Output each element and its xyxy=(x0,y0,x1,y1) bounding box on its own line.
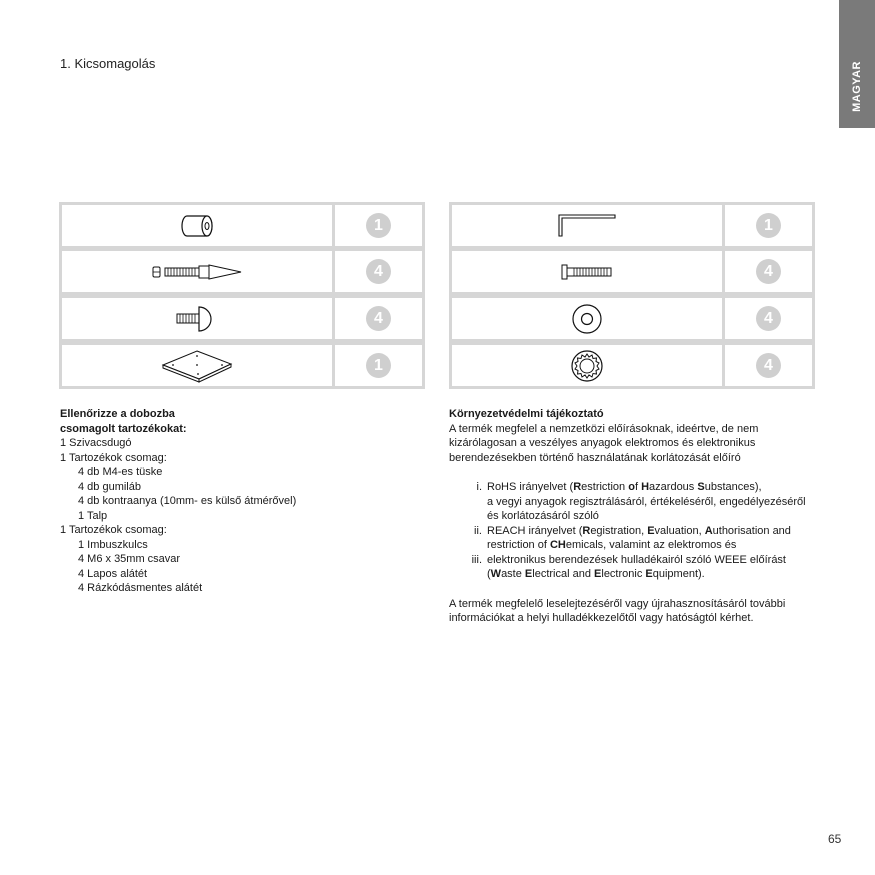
part-qty-cell xyxy=(725,345,812,386)
part-image-cell xyxy=(452,345,722,386)
directive-text: REACH irányelvet (Registration, Evaluation, Authorisation and restriction of CHemicals, valamint az elektromos és xyxy=(487,524,791,551)
checklist-line: 1 Imbuszkulcs xyxy=(78,538,148,551)
directive-number: ii. xyxy=(474,524,482,537)
quantity-badge: 4 xyxy=(366,306,391,331)
part-qty-cell xyxy=(335,298,422,339)
checklist-heading: Ellenőrizze a dobozba xyxy=(60,408,175,420)
page-number: 65 xyxy=(828,832,842,846)
quantity-badge: 4 xyxy=(366,259,391,284)
checklist-line: 4 M6 x 35mm csavar xyxy=(78,553,181,565)
part-qty-cell xyxy=(725,298,812,339)
part-qty-cell xyxy=(335,251,422,292)
environment-info xyxy=(449,407,819,626)
parts-table-left xyxy=(59,202,425,389)
quantity-badge: 1 xyxy=(366,353,391,378)
environment-intro: A termék megfelel a nemzetközi előírásoknak, ideértve, de nem kizárólagosan a veszélyes anyagok elektromos és elektronikus berendezésekben történő használatának korlátozását előíró xyxy=(449,422,759,464)
checklist-line: 4 Rázkódásmentes alátét xyxy=(78,582,203,594)
language-tab xyxy=(839,0,875,128)
checklist-line: 4 Lapos alátét xyxy=(78,567,148,580)
checklist-heading: csomagolt tartozékokat: xyxy=(60,422,187,435)
environment-heading: Környezetvédelmi tájékoztató xyxy=(449,408,604,420)
part-image-cell xyxy=(62,345,332,386)
directive-item xyxy=(449,480,819,524)
directive-text: RoHS irányelvet (Restriction of Hazardous Substances), a vegyi anyagok regisztrálásáról, értékeléséről, engedélyezéséről és korlátozásáról szóló xyxy=(487,481,806,522)
allen-key-icon xyxy=(557,211,617,241)
part-image-cell xyxy=(62,298,332,339)
directive-item xyxy=(449,524,819,553)
quantity-badge: 1 xyxy=(366,213,391,238)
part-image-cell xyxy=(452,205,722,246)
part-qty-cell xyxy=(335,205,422,246)
checklist-line: 1 Szivacsdugó xyxy=(60,437,132,449)
part-image-cell xyxy=(62,251,332,292)
part-image-cell xyxy=(62,205,332,246)
part-image-cell xyxy=(452,298,722,339)
checklist-line: 4 db M4-es tüske xyxy=(78,466,163,478)
directive-number: iii. xyxy=(471,553,482,566)
quantity-badge: 4 xyxy=(756,306,781,331)
section-title: 1. Kicsomagolás xyxy=(60,56,156,71)
part-qty-cell xyxy=(725,251,812,292)
quantity-badge: 4 xyxy=(756,353,781,378)
rubber-foot-icon xyxy=(175,304,219,334)
flat-washer-icon xyxy=(570,302,604,336)
environment-outro: A termék megfelelő leselejtezéséről vagy újrahasznosításáról további információkat a helyi hulladékkezelőtől vagy hatóságtól kérhet. xyxy=(449,597,786,624)
part-qty-cell xyxy=(335,345,422,386)
base-plate-icon xyxy=(161,349,233,383)
foam-plug-icon xyxy=(177,211,217,241)
directive-text: elektronikus berendezések hulladékairól szóló WEEE előírást (Waste Electrical and Electronic Equipment). xyxy=(487,553,786,580)
checklist-line: 4 db kontraanya (10mm- es külső átmérővel) xyxy=(78,495,297,507)
part-qty-cell xyxy=(725,205,812,246)
quantity-badge: 1 xyxy=(756,213,781,238)
checklist-line: 1 Talp xyxy=(78,509,108,522)
checklist-line: 1 Tartozékok csomag: xyxy=(60,451,167,464)
language-tab-label: MAGYAR xyxy=(851,61,863,112)
directive-number: i. xyxy=(476,481,482,493)
quantity-badge: 4 xyxy=(756,259,781,284)
contents-checklist xyxy=(60,407,360,596)
part-image-cell xyxy=(452,251,722,292)
directive-item xyxy=(449,553,819,582)
spike-icon xyxy=(152,262,242,282)
lock-washer-icon xyxy=(569,348,605,384)
screw-icon xyxy=(561,262,613,282)
parts-table-right xyxy=(449,202,815,389)
checklist-line: 4 db gumiláb xyxy=(78,480,141,493)
checklist-line: 1 Tartozékok csomag: xyxy=(60,524,167,536)
